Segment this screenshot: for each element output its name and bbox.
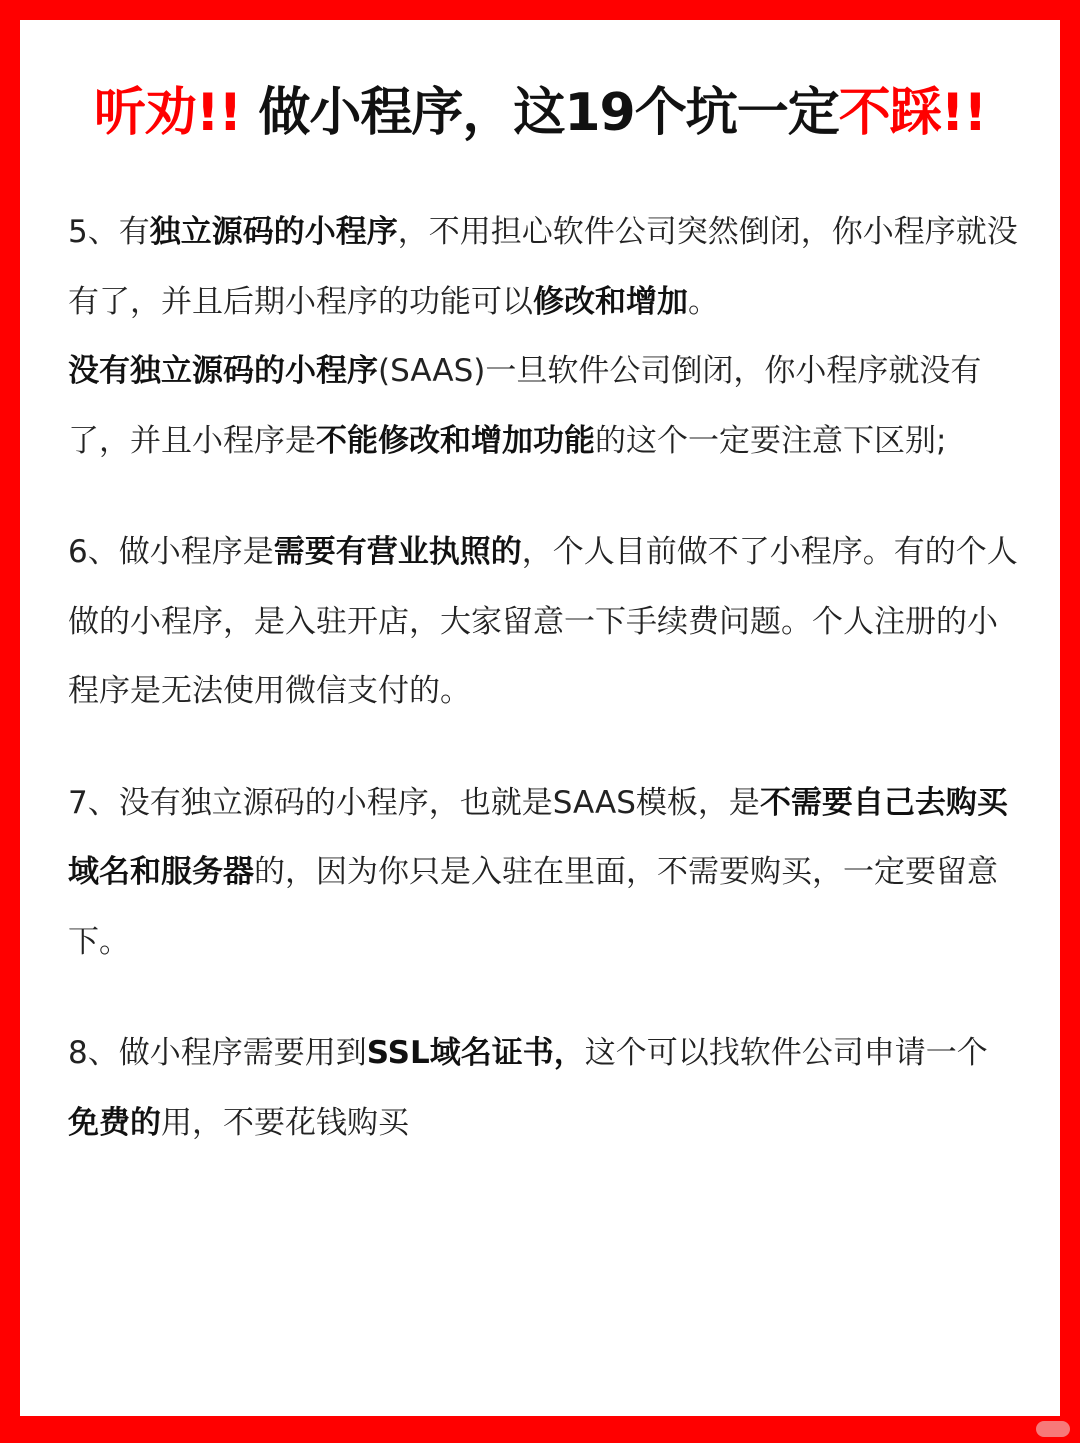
tip-5-paragraph-2 [68,337,1018,476]
text-run: (SAAS)一旦软件公司倒闭，你小程序就没有了，并且小程序是 [68,353,982,459]
text-run: 8、做小程序需要用到 [68,1035,367,1071]
text-run: ，不用担心软件公司突然倒闭，你小程序就没有了，并且后期小程序的功能可以 [68,214,1018,320]
bold-run: 独立源码的小程序 [149,214,398,250]
bold-run: 免费的 [68,1104,161,1141]
text-run: 。 [688,283,719,320]
text-run: ，个人目前做不了小程序。有的个人做的小程序，是入驻开店，大家留意一下手续费问题。个人注册的小程序是无法使用微信支付的。 [68,534,1018,709]
watermark-badge [1036,1421,1070,1437]
tip-7-paragraph [68,769,1018,978]
text-run: 的这个一定要注意下区别; [595,422,947,459]
page-title [20,78,1060,148]
tip-6 [68,518,1018,727]
bold-run: 没有独立源码的小程序 [68,353,378,389]
text-run: 7、没有独立源码的小程序，也就是SAAS模板，是 [68,784,760,821]
text-run: 6、做小程序是 [68,534,274,570]
tip-8-paragraph [68,1019,1018,1158]
bold-run: SSL域名证书， [366,1035,585,1071]
title-main: 做小程序，这19个坑一定 [241,83,839,143]
content-card [20,20,1060,1416]
title-highlight-start: 听劝!! [93,83,242,143]
text-run: 5、有 [68,214,150,250]
bold-run: 需要有营业执照的 [273,534,522,570]
bold-run: 不需要自己去购买域名和服务器 [68,784,1008,890]
text-run: 的，因为你只是入驻在里面，不需要购买，一定要留意下。 [68,854,998,960]
text-run: 用，不要花钱购买 [161,1104,409,1141]
tip-5 [68,198,1018,476]
bold-run: 修改和增加 [533,283,688,320]
tip-8 [68,1019,1018,1158]
bold-run: 不能修改和增加功能 [316,422,595,459]
title-highlight-end: 不踩!! [838,83,987,143]
text-run: 这个可以找软件公司申请一个 [584,1035,988,1071]
tip-7 [68,769,1018,978]
article-body [68,198,1018,1200]
tip-5-paragraph-1 [68,198,1018,337]
tip-6-paragraph [68,518,1018,727]
